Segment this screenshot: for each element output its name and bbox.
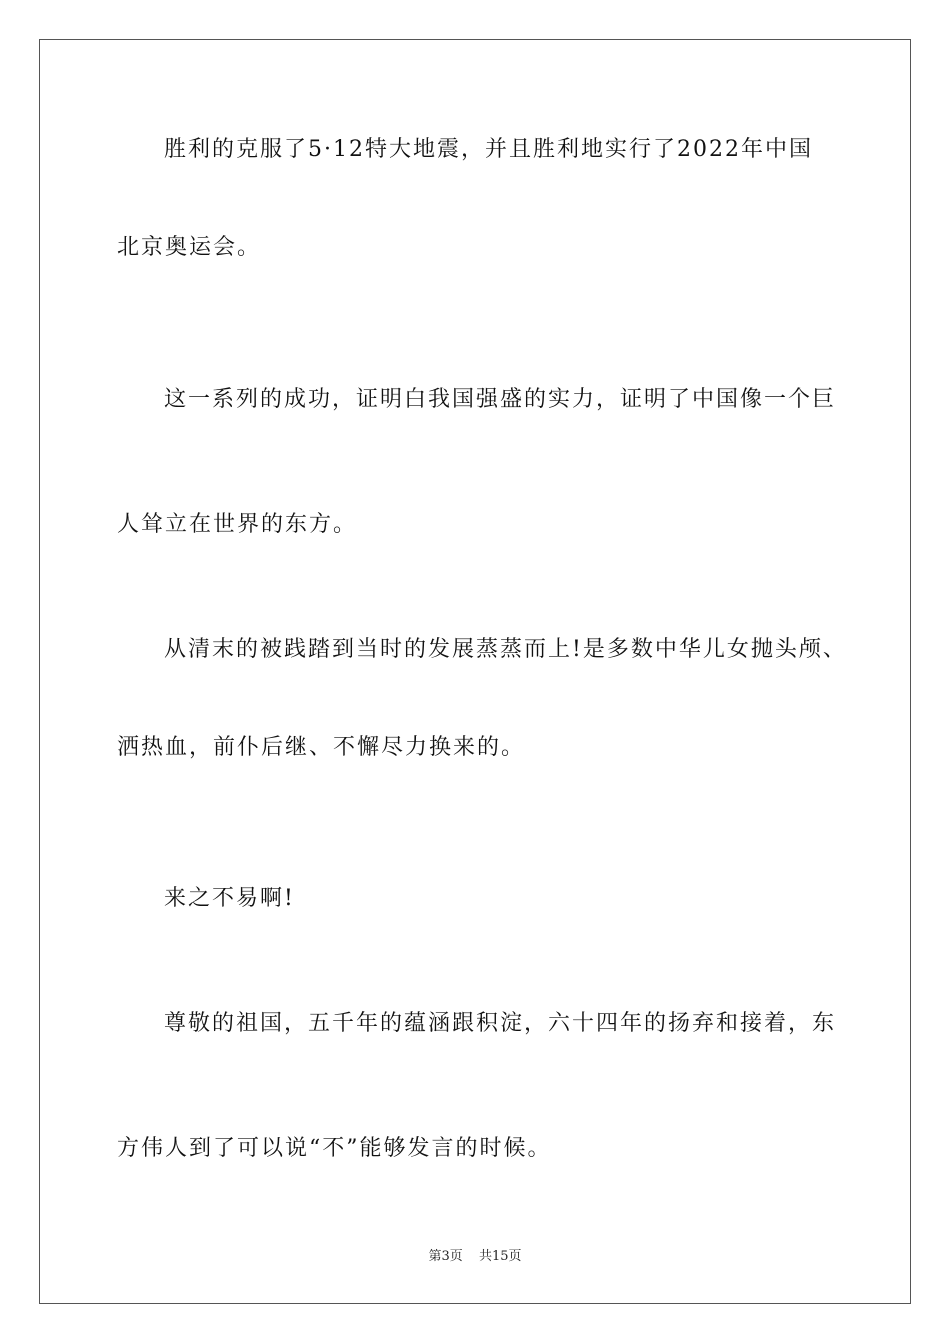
paragraph-line-9: 方伟人到了可以说“不”能够发言的时候。	[117, 1136, 552, 1161]
paragraph-line-4: 人耸立在世界的东方。	[117, 512, 358, 537]
paragraph-line-6: 洒热血，前仆后继、不懈尽力换来的。	[117, 735, 526, 760]
paragraph-line-5: 从清末的被践踏到当时的发展蒸蒸而上!是多数中华儿女抛头颅、	[164, 637, 847, 662]
paragraph-line-8: 尊敬的祖国，五千年的蕴涵跟积淀，六十四年的扬弃和接着，东	[164, 1011, 837, 1036]
paragraph-line-2: 北京奥运会。	[117, 235, 262, 260]
page-border	[39, 39, 911, 1304]
paragraph-line-3: 这一系列的成功，证明白我国强盛的实力，证明了中国像一个巨	[164, 387, 837, 412]
paragraph-line-1: 胜利的克服了5·12特大地震，并且胜利地实行了2022年中国	[164, 137, 813, 162]
page-number: 第3页	[428, 1249, 463, 1264]
paragraph-line-7: 来之不易啊!	[164, 886, 295, 911]
page-footer	[0, 1248, 950, 1266]
page-total: 共15页	[478, 1249, 522, 1264]
